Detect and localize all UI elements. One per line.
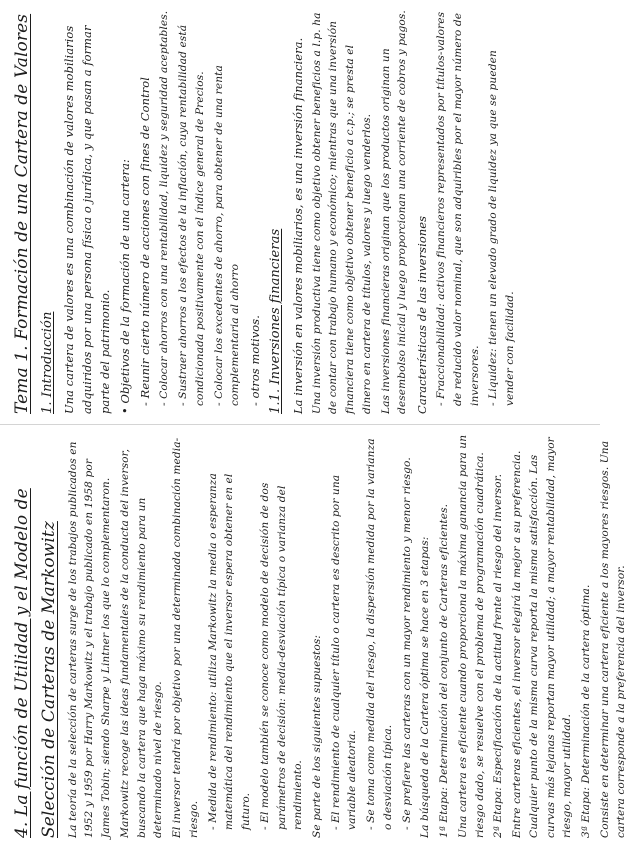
characteristic-item: - Liquidez: tienen un elevado grado de liquidez ya que se pueden vender con facilidad. [487, 50, 517, 406]
s1-paragraph: Una cartera de valores es una combinación de valores mobiliarios adquiridos por una persona física o jurídica, y que pasan a formar parte del patrimonio. [62, 25, 113, 414]
top-note-content [9, 10, 591, 414]
assumptions-heading: Se parte de los siguientes supuestos: [311, 634, 323, 838]
assumption-item: - Se toma como medida del riesgo, la dispersión medida por la varianza o desviación típica. [365, 438, 394, 830]
stage-3-title: 3ª Etapa: Determinación de la cartera óptima. [580, 584, 593, 838]
characteristics-heading: Características de las inversiones [415, 215, 430, 414]
stages-heading: La búsqueda de la Cartera óptima se hace en 3 etapas: [419, 536, 432, 838]
markowitz-paragraph: Markowitz recoge las ideas fundamentales de la conducta del inversor, buscando la cartera que haga máximo su rendimiento para un determinado nivel de riesgo. [118, 448, 165, 838]
markowitz-item: - El modelo también se conoce como modelo de decisión de dos parámetros de decisión: media-desviación típica o varianza del rendimiento. [258, 482, 305, 830]
markowitz-paragraph: El inversor tendrá por objetivo por una determinada combinación media-riesgo. [171, 437, 200, 838]
objective-item: - Colocar los excedentes de ahorro, para obtener de una renta complementaria al ahorro [212, 65, 242, 406]
objectives-heading: • Objetivos de la formación de una cartera: [118, 159, 133, 414]
bottom-note-sheet [0, 424, 628, 848]
markowitz-paragraph: La teoría de la selección de carteras surge de los trabajos publicados en 1952 y 1959 por Harry Markowitz y el trabajo publicado en 1958 por James Tobin; siendo Sharpe y Lintner los que lo complementaron. [66, 441, 113, 838]
s11-paragraph-2: Una inversión productiva tiene como objetivo obtener beneficios a l.p. ha de contar con trabajo humano y económico; mientras que una inversión financiera tiene como objetivo obtener beneficio a c.p.; se presta el dinero en cartera de títulos, valores y luego venderlos. [310, 12, 373, 414]
markowitz-item: - Medida de rendimiento: utiliza Markowitz la media o esperanza matemática del rendimiento que el inversor espera obtener en el futuro. [206, 473, 253, 830]
objective-item: - Colocar ahorros con una rentabilidad, liquidez y seguridad aceptables. [158, 10, 171, 406]
stage-2-text: Entre carteras eficientes, el inversor elegirá la mejor a su preferencia. Cualquier punto de la misma curva reporta la misma satisfacción. Las curvas más lejanas reportan mayor utilidad; a mayor rentabilidad, mayor riesgo, mayor utilidad. [511, 437, 574, 838]
bottom-note-content [9, 434, 628, 838]
top-title: Tema 1. Formación de una Cartera de Valores [12, 13, 32, 414]
objective-item: - Reunir cierto número de acciones con fines de Control [138, 77, 153, 406]
s11-paragraph-3: Las inversiones financieras originan que los productos originan un desembolso inicial y luego proporcionan una corriente de cobros y pagos. [379, 10, 409, 414]
assumption-item: - Se prefiere las carteras con un mayor rendimiento y menor riesgo. [400, 457, 413, 830]
stage-1-title: 1ª Etapa: Determinación del conjunto de Carteras eficientes. [438, 503, 451, 838]
s1-heading: 1. Introducción [39, 311, 55, 414]
objective-item: - otros motivos. [248, 315, 263, 406]
characteristic-item: - Fraccionabilidad: activos financieros representados por títulos-valores de reducido valor nominal, que son adquiribles por el mayor número de inversores. [435, 11, 481, 406]
stage-1-text: Una cartera es eficiente cuando proporciona la máxima ganancia para un riesgo dado, se resuelve con el problema de programación cuadrática. [456, 434, 486, 838]
assumption-item: - El rendimiento de cualquier título o cartera es descrito por una variable aleatoria. [329, 474, 359, 830]
stage-2-title: 2ª Etapa: Especificación de la actitud frente al riesgo del inversor. [492, 473, 505, 838]
s11-heading: 1.1. Inversiones financieras [268, 228, 284, 414]
objective-item: - Sustraer ahorros a los efectos de la inflación, cuya rentabilidad está condicionada positivamente con el índice general de Precios. [177, 24, 206, 406]
stage-3-text: Consiste en determinar una cartera eficiente a los mayores riesgos. Una cartera corresponde a la preferencia del inversor. [598, 440, 628, 838]
top-note-sheet [0, 0, 600, 424]
bottom-title: 4. La función de Utilidad y el Modelo de Selección de Carteras de Markowitz [12, 488, 59, 838]
s11-paragraph-1: La inversión en valores mobiliarios, es una inversión financiera. [290, 37, 305, 414]
